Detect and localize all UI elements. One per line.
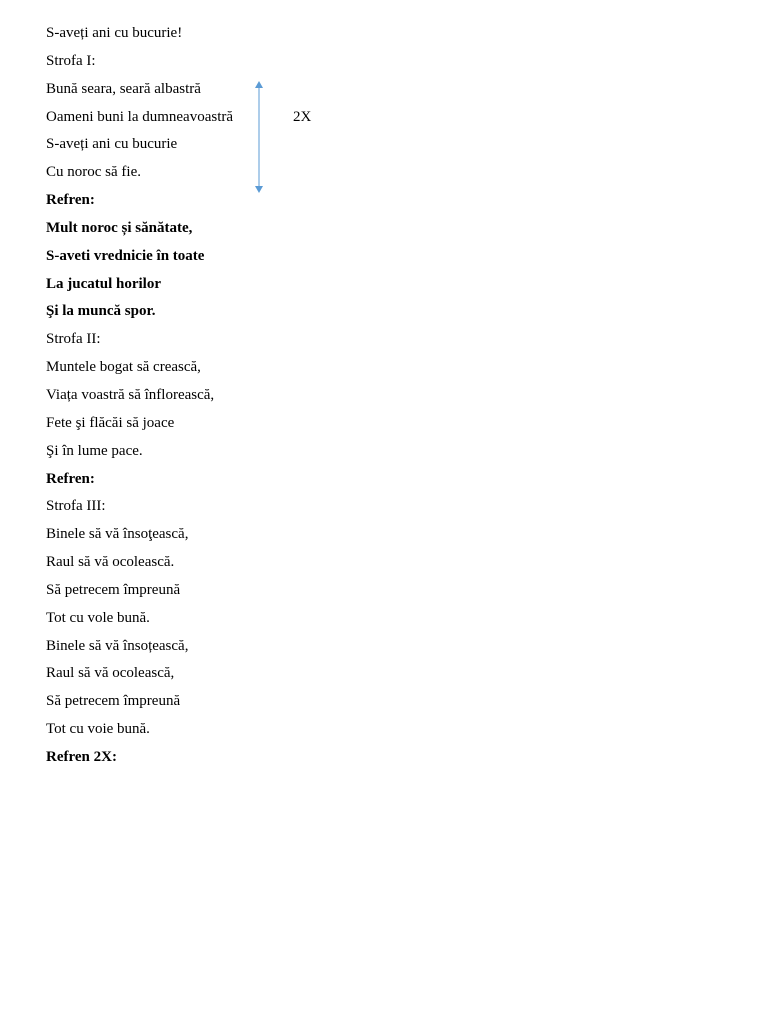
repeat-label: 2X [293, 109, 312, 125]
text-line: Mult noroc și sănătate, [46, 219, 193, 236]
text-line: Strofa II: [46, 331, 101, 348]
text-line: Tot cu voie bună. [46, 721, 150, 738]
lyrics-text [46, 20, 233, 772]
text-line: Refren 2X: [46, 748, 117, 765]
text-line: Muntele bogat să crească, [46, 359, 201, 376]
text-line: Binele să vă însoțească, [46, 637, 189, 654]
text-line: Cu noroc să fie. [46, 164, 141, 181]
text-line: Refren: [46, 470, 95, 487]
text-line: La jucatul horilor [46, 275, 161, 292]
text-line: Tot cu vole bună. [46, 609, 150, 626]
text-line: Binele să vă însoţească, [46, 526, 189, 543]
text-line: S-aveți ani cu bucurie! [46, 25, 183, 41]
text-line: Refren: [46, 192, 95, 209]
text-line: Să petrecem împreună [46, 581, 181, 598]
text-line: S-aveti vrednicie în toate [46, 247, 205, 264]
text-line: Raul să vă ocolească, [46, 665, 175, 682]
repeat-arrow-icon [253, 80, 265, 194]
text-line: Strofa III: [46, 498, 106, 515]
text-line: Să petrecem împreună [46, 693, 181, 710]
text-line: Şi în lume pace. [46, 442, 143, 459]
text-line: Oameni buni la dumneavoastră [46, 108, 234, 125]
text-line: Bună seara, seară albastră [46, 80, 201, 97]
text-line: Şi la muncă spor. [46, 303, 156, 320]
text-line: Strofa I: [46, 52, 96, 69]
text-line: Raul să vă ocolească. [46, 554, 175, 571]
text-line: Fete şi flăcăi să joace [46, 414, 175, 431]
text-line: S-aveți ani cu bucurie [46, 136, 178, 153]
text-line: Viața voastră să înflorească, [46, 386, 215, 403]
